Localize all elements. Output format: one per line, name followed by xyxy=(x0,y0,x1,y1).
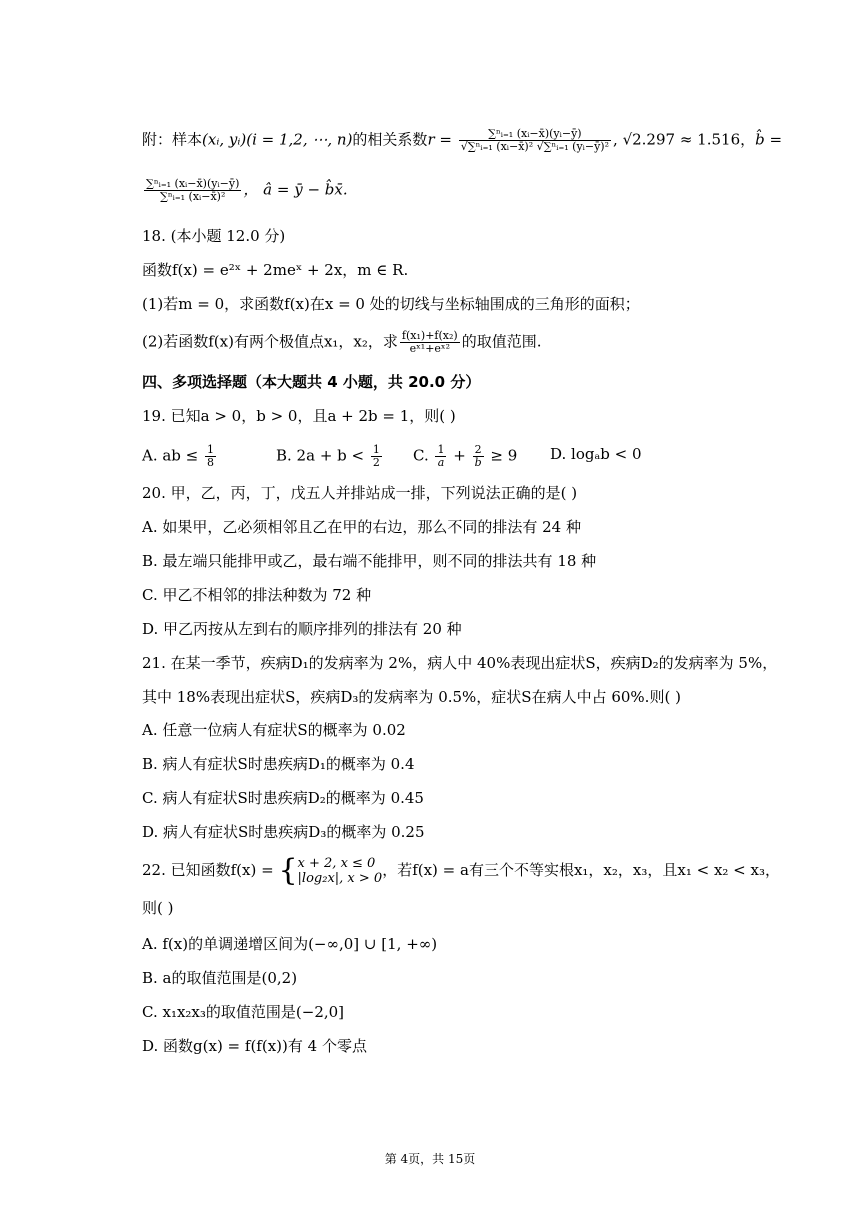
a-formula: ， â = ȳ − b̂x̄. xyxy=(243,180,348,199)
q22-option-d: D. 函数g(x) = f(f(x))有 4 个零点 xyxy=(142,1037,367,1055)
sqrt-value: √2.297 ≈ 1.516， xyxy=(622,130,756,149)
q22-stem-line-1 xyxy=(142,853,780,888)
piecewise-case-1: x + 2, x ≤ 0 xyxy=(297,856,376,871)
q22-option-c: C. x₁x₂x₃的取值范围是(−2,0] xyxy=(142,1003,345,1021)
piecewise-brace: { xyxy=(278,853,298,888)
r-numerator: ∑ⁿᵢ₌₁ (xᵢ−x̄)(yᵢ−ȳ) xyxy=(459,128,611,141)
attachment-line-1: 附：样本(xᵢ, yᵢ)(i = 1,2, ⋯, n)的相关系数r = $\frac{\text{∑ⁿᵢ₌₁ (xᵢ−x̄)(yᵢ−ȳ)}}{\text{√∑ⁿᵢ₌₁ (xᵢ−x̄)² √∑ⁿᵢ₌₁ (yᵢ−ȳ)²}}$ , √2.297 ≈ 1.516，b̂ = xyxy=(142,127,783,153)
q18-part2-tail: 的取值范围. xyxy=(461,332,542,351)
q18-title: 18. (本小题 12.0 分) xyxy=(142,227,286,245)
q22-stem-tail: ，若f(x) = a有三个不等实根x₁，x₂，x₃，且x₁ < x₂ < x₃， xyxy=(382,861,780,879)
r-formula-fraction xyxy=(459,128,611,153)
q18-part1: (1)若m = 0，求函数f(x)在x = 0 处的切线与坐标轴围成的三角形的面积； xyxy=(142,295,640,313)
attachment-lead: 附：样本 xyxy=(142,130,203,149)
page-footer: 第 4页，共 15页 xyxy=(384,1152,476,1166)
r-equals: r = xyxy=(427,130,452,149)
q20-stem: 20. 甲，乙，丙，丁，戊五人并排站成一排，下列说法正确的是( ) xyxy=(142,484,578,502)
q19-option-a-text: A. ab ≤ xyxy=(142,446,204,465)
attachment-sample: (xᵢ, yᵢ)(i = 1,2, ⋯, n) xyxy=(202,130,353,149)
q19-b-fraction xyxy=(371,444,382,469)
b-equals: b̂ = xyxy=(755,130,783,149)
q18-fraction-num: f(x₁)+f(x₂) xyxy=(401,329,458,342)
q20-option-c: C. 甲乙不相邻的排法种数为 72 种 xyxy=(142,586,372,604)
q19-c-num-1: 1 xyxy=(437,443,445,456)
b-formula-fraction xyxy=(144,178,241,203)
q19-b-num: 1 xyxy=(372,443,380,456)
q19-a-num: 1 xyxy=(207,443,215,456)
q19-option-a xyxy=(142,444,218,469)
q19-c-fraction-2 xyxy=(473,444,484,469)
q19-c-plus: + xyxy=(448,446,471,465)
q19-a-den: 8 xyxy=(207,456,215,469)
q18-stem: 函数f(x) = e²ˣ + 2meˣ + 2x，m ∈ R. xyxy=(142,261,409,279)
q22-stem-line-2: 则( ) xyxy=(142,899,174,917)
piecewise-case-2: |log₂x|, x > 0 xyxy=(297,871,383,886)
q22-option-a: A. f(x)的单调递增区间为(−∞,0] ∪ [1, +∞) xyxy=(142,935,438,953)
q19-option-d: D. logₐb < 0 xyxy=(550,445,642,463)
q19-c-num-2: 2 xyxy=(473,444,484,457)
q20-option-b: B. 最左端只能排甲或乙，最右端不能排甲，则不同的排法共有 18 种 xyxy=(142,552,597,570)
q21-option-c: C. 病人有症状S时患疾病D₂的概率为 0.45 xyxy=(142,789,424,807)
q19-option-c xyxy=(413,444,517,469)
section-heading-4: 四、多项选择题（本大题共 4 小题，共 20.0 分） xyxy=(142,373,481,391)
piecewise-cases xyxy=(298,856,383,886)
attachment-line-2 xyxy=(142,178,348,203)
q21-stem-line-2: 其中 18%表现出症状S，疾病D₃的发病率为 0.5%，症状S在病人中占 60%.则( ) xyxy=(142,688,681,706)
q19-stem: 19. 已知a > 0，b > 0，且a + 2b = 1，则( ) xyxy=(142,407,456,425)
q18-fraction-den: eˣ¹+eˣ² xyxy=(409,342,450,355)
q19-option-c-label: C. xyxy=(413,446,434,465)
q19-c-den-2: b xyxy=(474,456,482,469)
q19-c-post: ≥ 9 xyxy=(485,446,518,465)
q19-a-fraction xyxy=(205,444,216,469)
q20-option-a: A. 如果甲，乙必须相邻且乙在甲的右边，那么不同的排法有 24 种 xyxy=(142,518,581,536)
q18-fraction xyxy=(400,330,460,355)
q19-option-b xyxy=(276,444,384,469)
q19-option-b-text: B. 2a + b < xyxy=(276,446,369,465)
q19-c-den-1: a xyxy=(437,456,445,469)
q20-option-d: D. 甲乙丙按从左到右的顺序排列的排法有 20 种 xyxy=(142,620,462,638)
q19-b-den: 2 xyxy=(372,456,380,469)
r-denominator: √∑ⁿᵢ₌₁ (xᵢ−x̄)² √∑ⁿᵢ₌₁ (yᵢ−ȳ)² xyxy=(460,140,610,153)
attachment-mid: 的相关系数 xyxy=(352,130,428,149)
b-numerator: ∑ⁿᵢ₌₁ (xᵢ−x̄)(yᵢ−ȳ) xyxy=(146,177,240,190)
q19-c-fraction-1 xyxy=(435,444,446,469)
q21-option-d: D. 病人有症状S时患疾病D₃的概率为 0.25 xyxy=(142,823,425,841)
q18-part2-lead: (2)若函数f(x)有两个极值点x₁，x₂，求 xyxy=(142,332,398,351)
q22-option-b: B. a的取值范围是(0,2) xyxy=(142,969,298,987)
q21-option-a: A. 任意一位病人有症状S的概率为 0.02 xyxy=(142,721,406,739)
q22-stem-lead: 22. 已知函数f(x) = xyxy=(142,861,279,879)
q18-part2 xyxy=(142,330,541,355)
q21-stem-line-1: 21. 在某一季节，疾病D₁的发病率为 2%，病人中 40%表现出症状S，疾病D₂的发病率为 5%， xyxy=(142,654,778,672)
b-denominator: ∑ⁿᵢ₌₁ (xᵢ−x̄)² xyxy=(160,190,226,203)
q21-option-b: B. 病人有症状S时患疾病D₁的概率为 0.4 xyxy=(142,755,415,773)
